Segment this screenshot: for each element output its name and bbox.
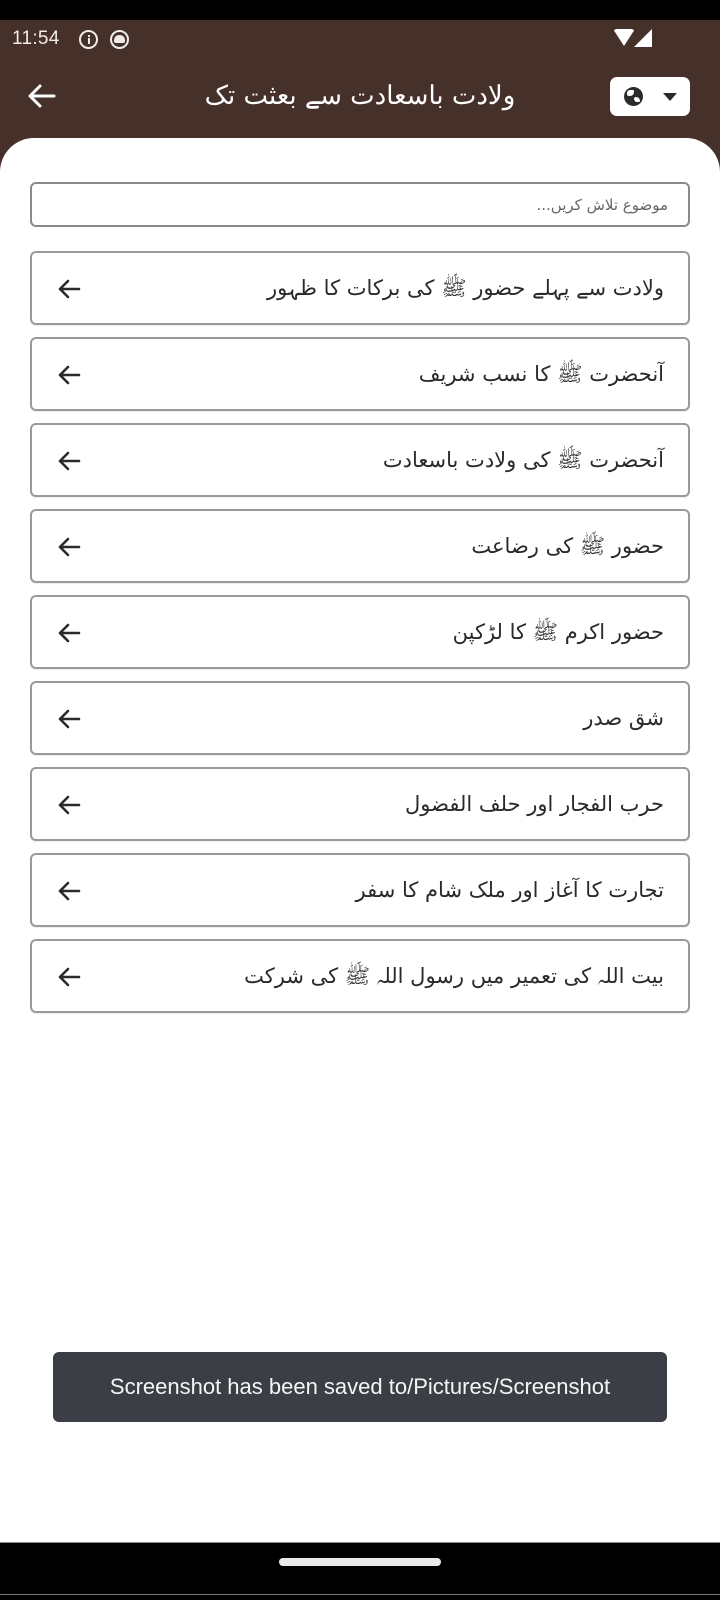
- topic-label: آنحضرت ﷺ کا نسب شریف: [418, 362, 664, 386]
- language-selector-button[interactable]: [610, 77, 690, 116]
- topic-item[interactable]: [30, 853, 690, 927]
- search-input[interactable]: [32, 184, 688, 225]
- topic-label: بیت اللہ کی تعمیر میں رسول اللہ ﷺ کی شرکت: [244, 964, 664, 988]
- arrow-left-icon: [56, 706, 82, 732]
- status-bar: [0, 20, 720, 56]
- topic-item[interactable]: [30, 337, 690, 411]
- signal-icon: [634, 29, 652, 47]
- topic-label: تجارت کا آغاز اور ملک شام کا سفر: [355, 878, 664, 902]
- topic-label: حضور اکرم ﷺ کا لڑکپن: [452, 620, 664, 644]
- topic-label: حضور ﷺ کی رضاعت: [471, 534, 664, 558]
- globe-icon: [624, 87, 643, 106]
- search-box[interactable]: [30, 182, 690, 227]
- topic-item[interactable]: [30, 509, 690, 583]
- arrow-left-icon: [56, 878, 82, 904]
- topic-label: ولادت سے پہلے حضور ﷺ کی برکات کا ظہور: [266, 276, 664, 300]
- home-gesture-handle[interactable]: [279, 1558, 441, 1566]
- topic-label: حرب الفجار اور حلف الفضول: [405, 792, 664, 816]
- topic-item[interactable]: [30, 595, 690, 669]
- arrow-left-icon: [56, 964, 82, 990]
- topic-item[interactable]: [30, 767, 690, 841]
- wifi-icon: [613, 29, 635, 46]
- page-title: ولادت باسعادت سے بعثت تک: [204, 81, 516, 111]
- navigation-bar: [0, 1542, 720, 1600]
- arrow-left-icon: [24, 78, 60, 114]
- topic-item[interactable]: [30, 939, 690, 1013]
- arrow-left-icon: [56, 534, 82, 560]
- topic-item[interactable]: [30, 423, 690, 497]
- topic-item[interactable]: [30, 681, 690, 755]
- toast-message: Screenshot has been saved to/Pictures/Screenshot: [53, 1352, 667, 1422]
- status-time: 11:54: [12, 28, 60, 49]
- content-panel: [0, 138, 720, 1542]
- info-icon: [79, 30, 98, 49]
- topic-label: شق صدر: [583, 706, 664, 730]
- arrow-left-icon: [56, 362, 82, 388]
- topic-item[interactable]: [30, 251, 690, 325]
- arrow-left-icon: [56, 792, 82, 818]
- divider: [0, 1594, 720, 1595]
- arrow-left-icon: [56, 276, 82, 302]
- top-bezel: [0, 0, 720, 20]
- topic-list: [30, 251, 690, 1025]
- arrow-left-icon: [56, 448, 82, 474]
- caret-down-icon: [663, 93, 677, 101]
- arrow-left-icon: [56, 620, 82, 646]
- topic-label: آنحضرت ﷺ کی ولادت باسعادت: [382, 448, 664, 472]
- back-button[interactable]: [24, 78, 60, 114]
- camera-icon: [110, 30, 129, 49]
